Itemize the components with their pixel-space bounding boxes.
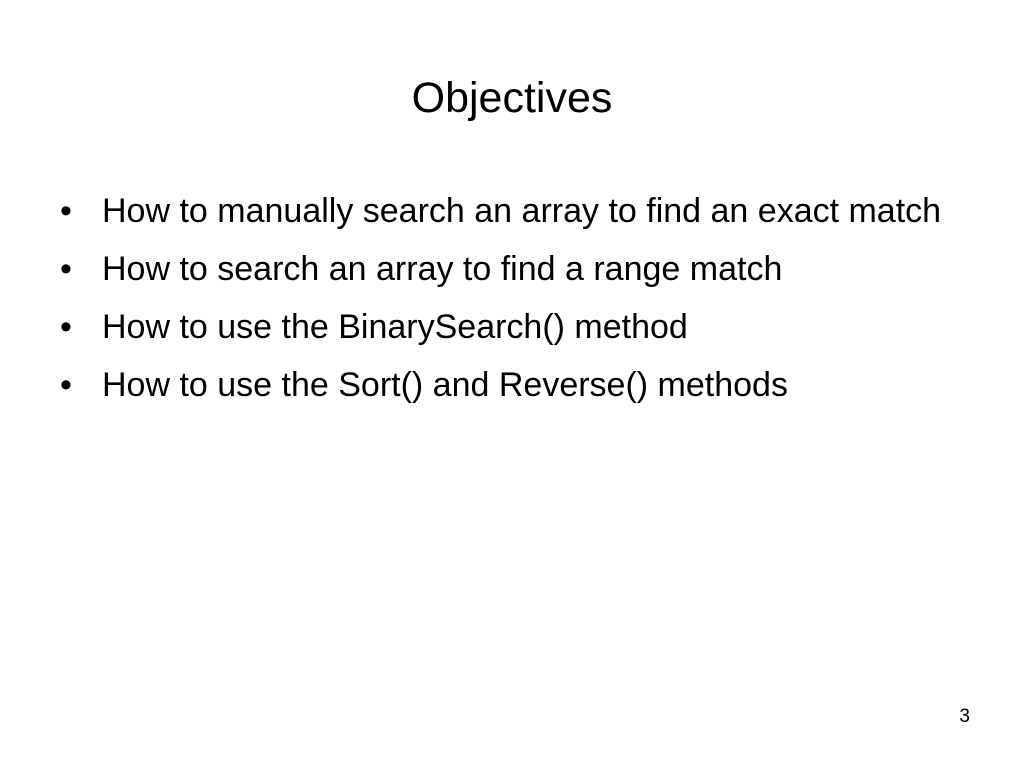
bullet-text: How to search an array to find a range match (102, 250, 783, 288)
bullet-icon: • (60, 366, 72, 404)
page-number: 3 (959, 706, 970, 727)
bullet-icon: • (60, 250, 72, 288)
bullet-list (60, 189, 960, 421)
bullet-item (60, 363, 960, 408)
bullet-text: How to manually search an array to find an exact match (102, 192, 942, 230)
bullet-text: How to use the BinarySearch() method (102, 308, 688, 346)
bullet-icon: • (60, 308, 72, 346)
bullet-item (60, 305, 960, 350)
bullet-item (60, 247, 960, 292)
bullet-item (60, 189, 960, 234)
slide-title: Objectives (411, 74, 613, 122)
bullet-icon: • (60, 192, 72, 230)
bullet-text: How to use the Sort() and Reverse() methods (102, 366, 788, 404)
